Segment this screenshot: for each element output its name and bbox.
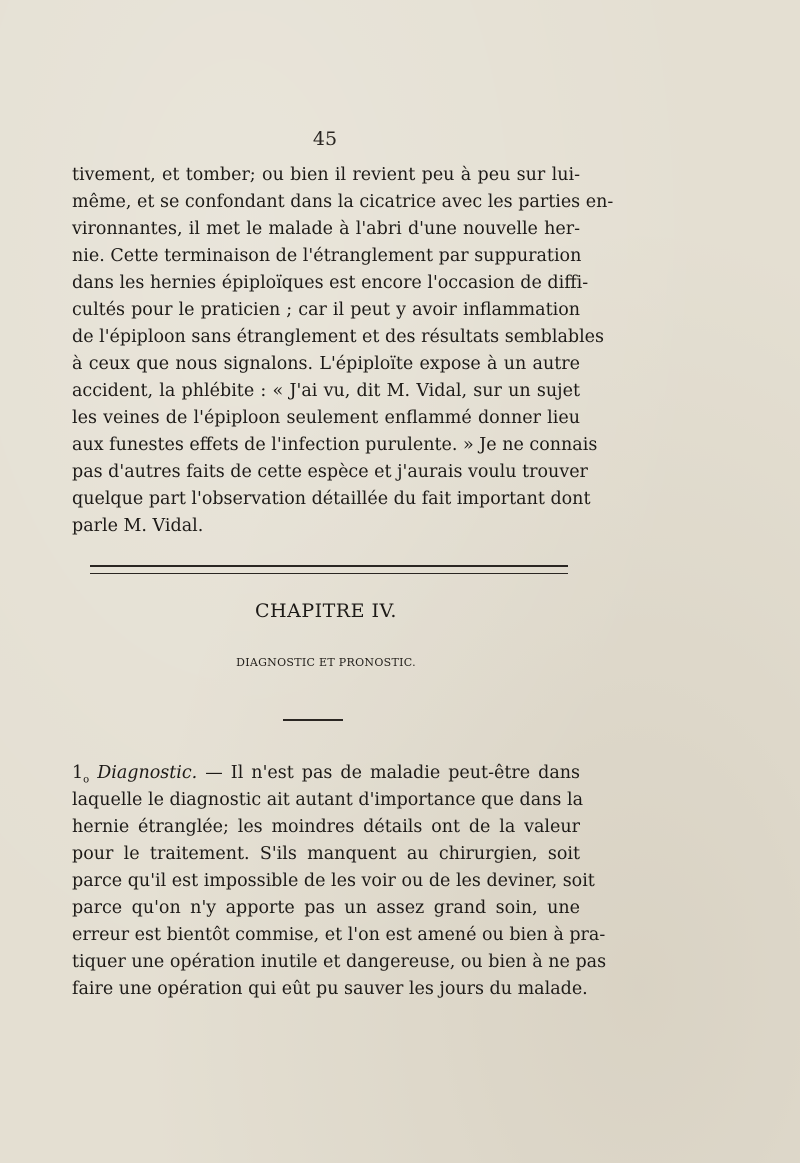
text-line: aux funestes effets de l'infection purulente. » Je ne connais <box>72 435 598 455</box>
section-divider <box>90 565 568 574</box>
paragraph-continued <box>72 162 614 540</box>
text-line: laquelle le diagnostic ait autant d'importance que dans la <box>72 790 584 810</box>
text-line: vironnantes, il met le malade à l'abri d'une nouvelle her- <box>72 219 580 239</box>
text-line: même, et se confondant dans la cicatrice avec les parties en- <box>72 192 614 212</box>
text-line: parce qu'on n'y apporte pas un assez grand soin, une <box>72 898 580 918</box>
text-line: à ceux que nous signalons. L'épiploïte expose à un autre <box>72 354 580 374</box>
text-line-lead <box>72 760 580 787</box>
text-line: tiquer une opération inutile et dangereuse, ou bien à ne pas <box>72 952 607 972</box>
text-line: cultés pour le praticien ; car il peut y avoir inflammation <box>72 300 580 320</box>
section-number: 1 <box>72 763 84 783</box>
text-line: les veines de l'épiploon seulement enflammé donner lieu <box>72 408 580 428</box>
section-heading: Diagnostic. <box>97 763 198 783</box>
text-line: parle M. Vidal. <box>72 516 204 536</box>
text-line: quelque part l'observation détaillée du fait important dont <box>72 489 591 509</box>
text-line: pour le traitement. S'ils manquent au chirurgien, soit <box>72 844 580 864</box>
chapter-subtitle: DIAGNOSTIC ET PRONOSTIC. <box>236 656 416 669</box>
text-line: de l'épiploon sans étranglement et des résultats semblables <box>72 327 605 347</box>
chapter-title: CHAPITRE IV. <box>255 600 397 622</box>
text-line: pas d'autres faits de cette espèce et j'aurais voulu trouver <box>72 462 588 482</box>
text-line: hernie étranglée; les moindres détails ont de la valeur <box>72 817 580 837</box>
paragraph-diagnostic <box>72 760 607 1003</box>
text-line: parce qu'il est impossible de les voir ou de les deviner, soit <box>72 871 595 891</box>
text-line: erreur est bientôt commise, et l'on est amené ou bien à pra- <box>72 925 606 945</box>
page-number: 45 <box>312 128 338 150</box>
text-line: faire une opération qui eût pu sauver les jours du malade. <box>72 979 588 999</box>
text-line-rest: — Il n'est pas de maladie peut-être dans <box>197 763 580 783</box>
text-line: accident, la phlébite : « J'ai vu, dit M. Vidal, sur un sujet <box>72 381 580 401</box>
section-number-superscript: o <box>83 774 90 786</box>
text-line: dans les hernies épiploïques est encore l'occasion de diffi- <box>72 273 589 293</box>
short-divider <box>283 719 343 721</box>
text-line: tivement, et tomber; ou bien il revient peu à peu sur lui- <box>72 165 580 185</box>
text-line: nie. Cette terminaison de l'étranglement par suppuration <box>72 246 582 266</box>
